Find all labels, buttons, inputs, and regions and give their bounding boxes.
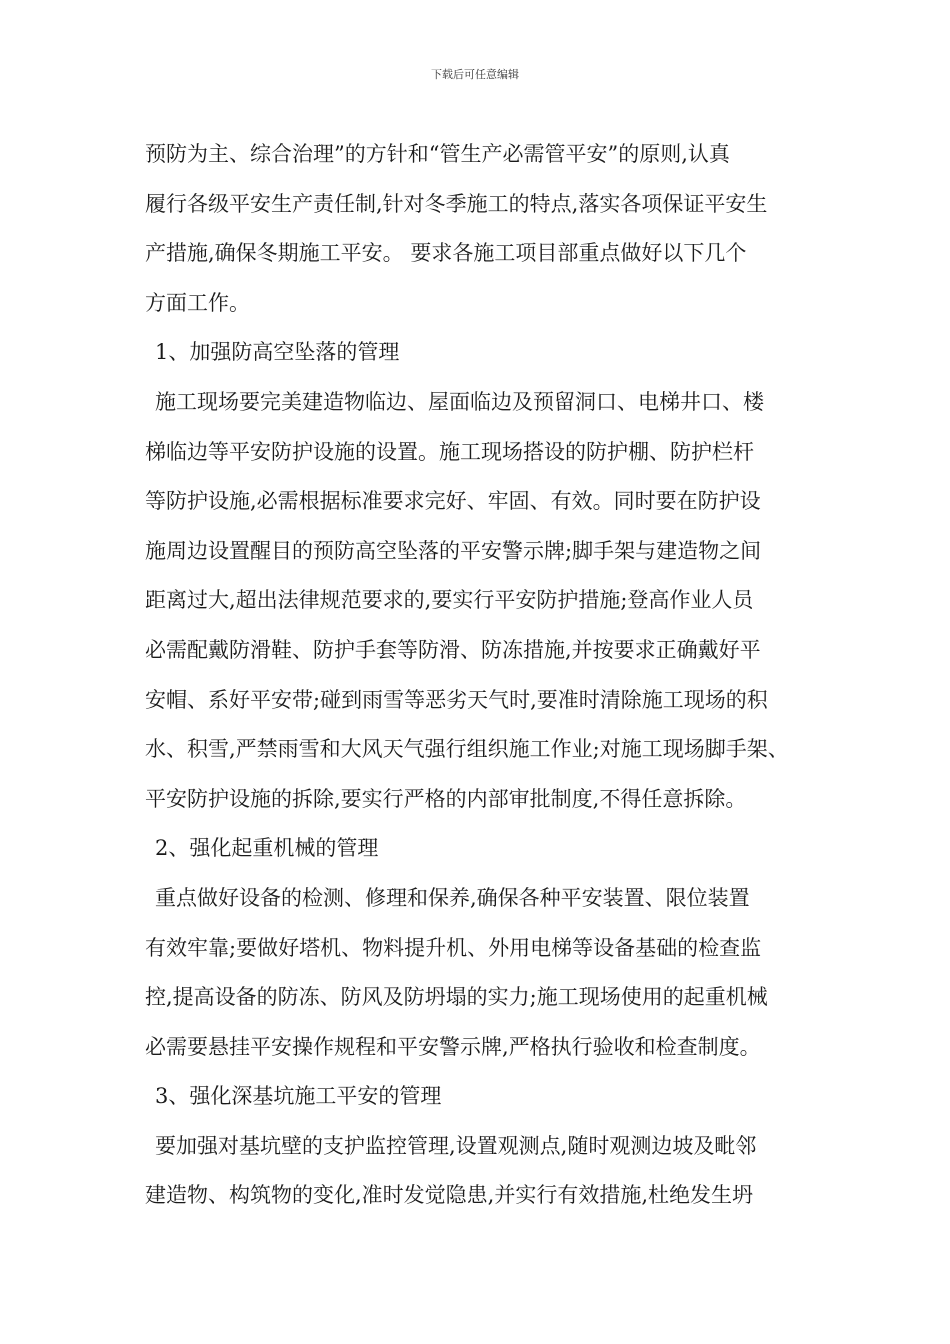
text-line: 施工现场要完美建造物临边、屋面临边及预留洞口、电梯井口、楼 [155,389,764,414]
text-line: 距离过大,超出法律规范要求的,要实行平安防护措施;登高作业人员 [145,588,754,613]
text-line: 建造物、构筑物的变化,准时发觉隐患,并实行有效措施,杜绝发生坍 [145,1183,754,1208]
text-line: 方面工作。 [145,290,250,315]
text-line: 有效牢靠;要做好塔机、物料提升机、外用电梯等设备基础的检查监 [145,935,762,960]
text-line: 履行各级平安生产责任制,针对冬季施工的特点,落实各项保证平安生 [145,191,768,216]
text-line: 梯临边等平安防护设施的设置。施工现场搭设的防护棚、防护栏杆 [145,439,754,464]
text-line: 要加强对基坑壁的支护监控管理,设置观测点,随时观测边坡及毗邻 [155,1133,757,1158]
text-line: 重点做好设备的检测、修理和保养,确保各种平安装置、限位装置 [155,885,750,910]
text-line: 平安防护设施的拆除,要实行严格的内部审批制度,不得任意拆除。 [145,786,747,811]
section-heading: 3、强化深基坑施工平安的管理 [155,1084,442,1109]
text-line: 控,提高设备的防冻、防风及防坍塌的实力;施工现场使用的起重机械 [145,985,768,1010]
document-body [145,130,835,1221]
text-line: 产措施,确保冬期施工平安。 要求各施工项目部重点做好以下几个 [145,241,747,266]
text-line: 必需配戴防滑鞋、防护手套等防滑、防冻措施,并按要求正确戴好平 [145,637,761,662]
text-line: 预防为主、综合治理”的方针和“管生产必需管平安”的原则,认真 [145,142,730,166]
text-line: 安帽、系好平安带;碰到雨雪等恶劣天气时,要准时清除施工现场的积 [145,687,768,712]
text-line: 施周边设置醒目的预防高空坠落的平安警示牌;脚手架与建造物之间 [145,538,762,563]
section-heading: 2、强化起重机械的管理 [155,836,379,861]
text-line: 水、积雪,严禁雨雪和大风天气强行组织施工作业;对施工现场脚手架、 [145,737,789,762]
text-line: 必需要悬挂平安操作规程和平安警示牌,严格执行验收和检查制度。 [145,1034,761,1059]
text-line: 等防护设施,必需根据标准要求完好、牢固、有效。同时要在防护设 [145,489,761,514]
page-header: 下载后可任意编辑 [431,68,519,81]
section-heading: 1、加强防高空坠落的管理 [155,340,400,365]
